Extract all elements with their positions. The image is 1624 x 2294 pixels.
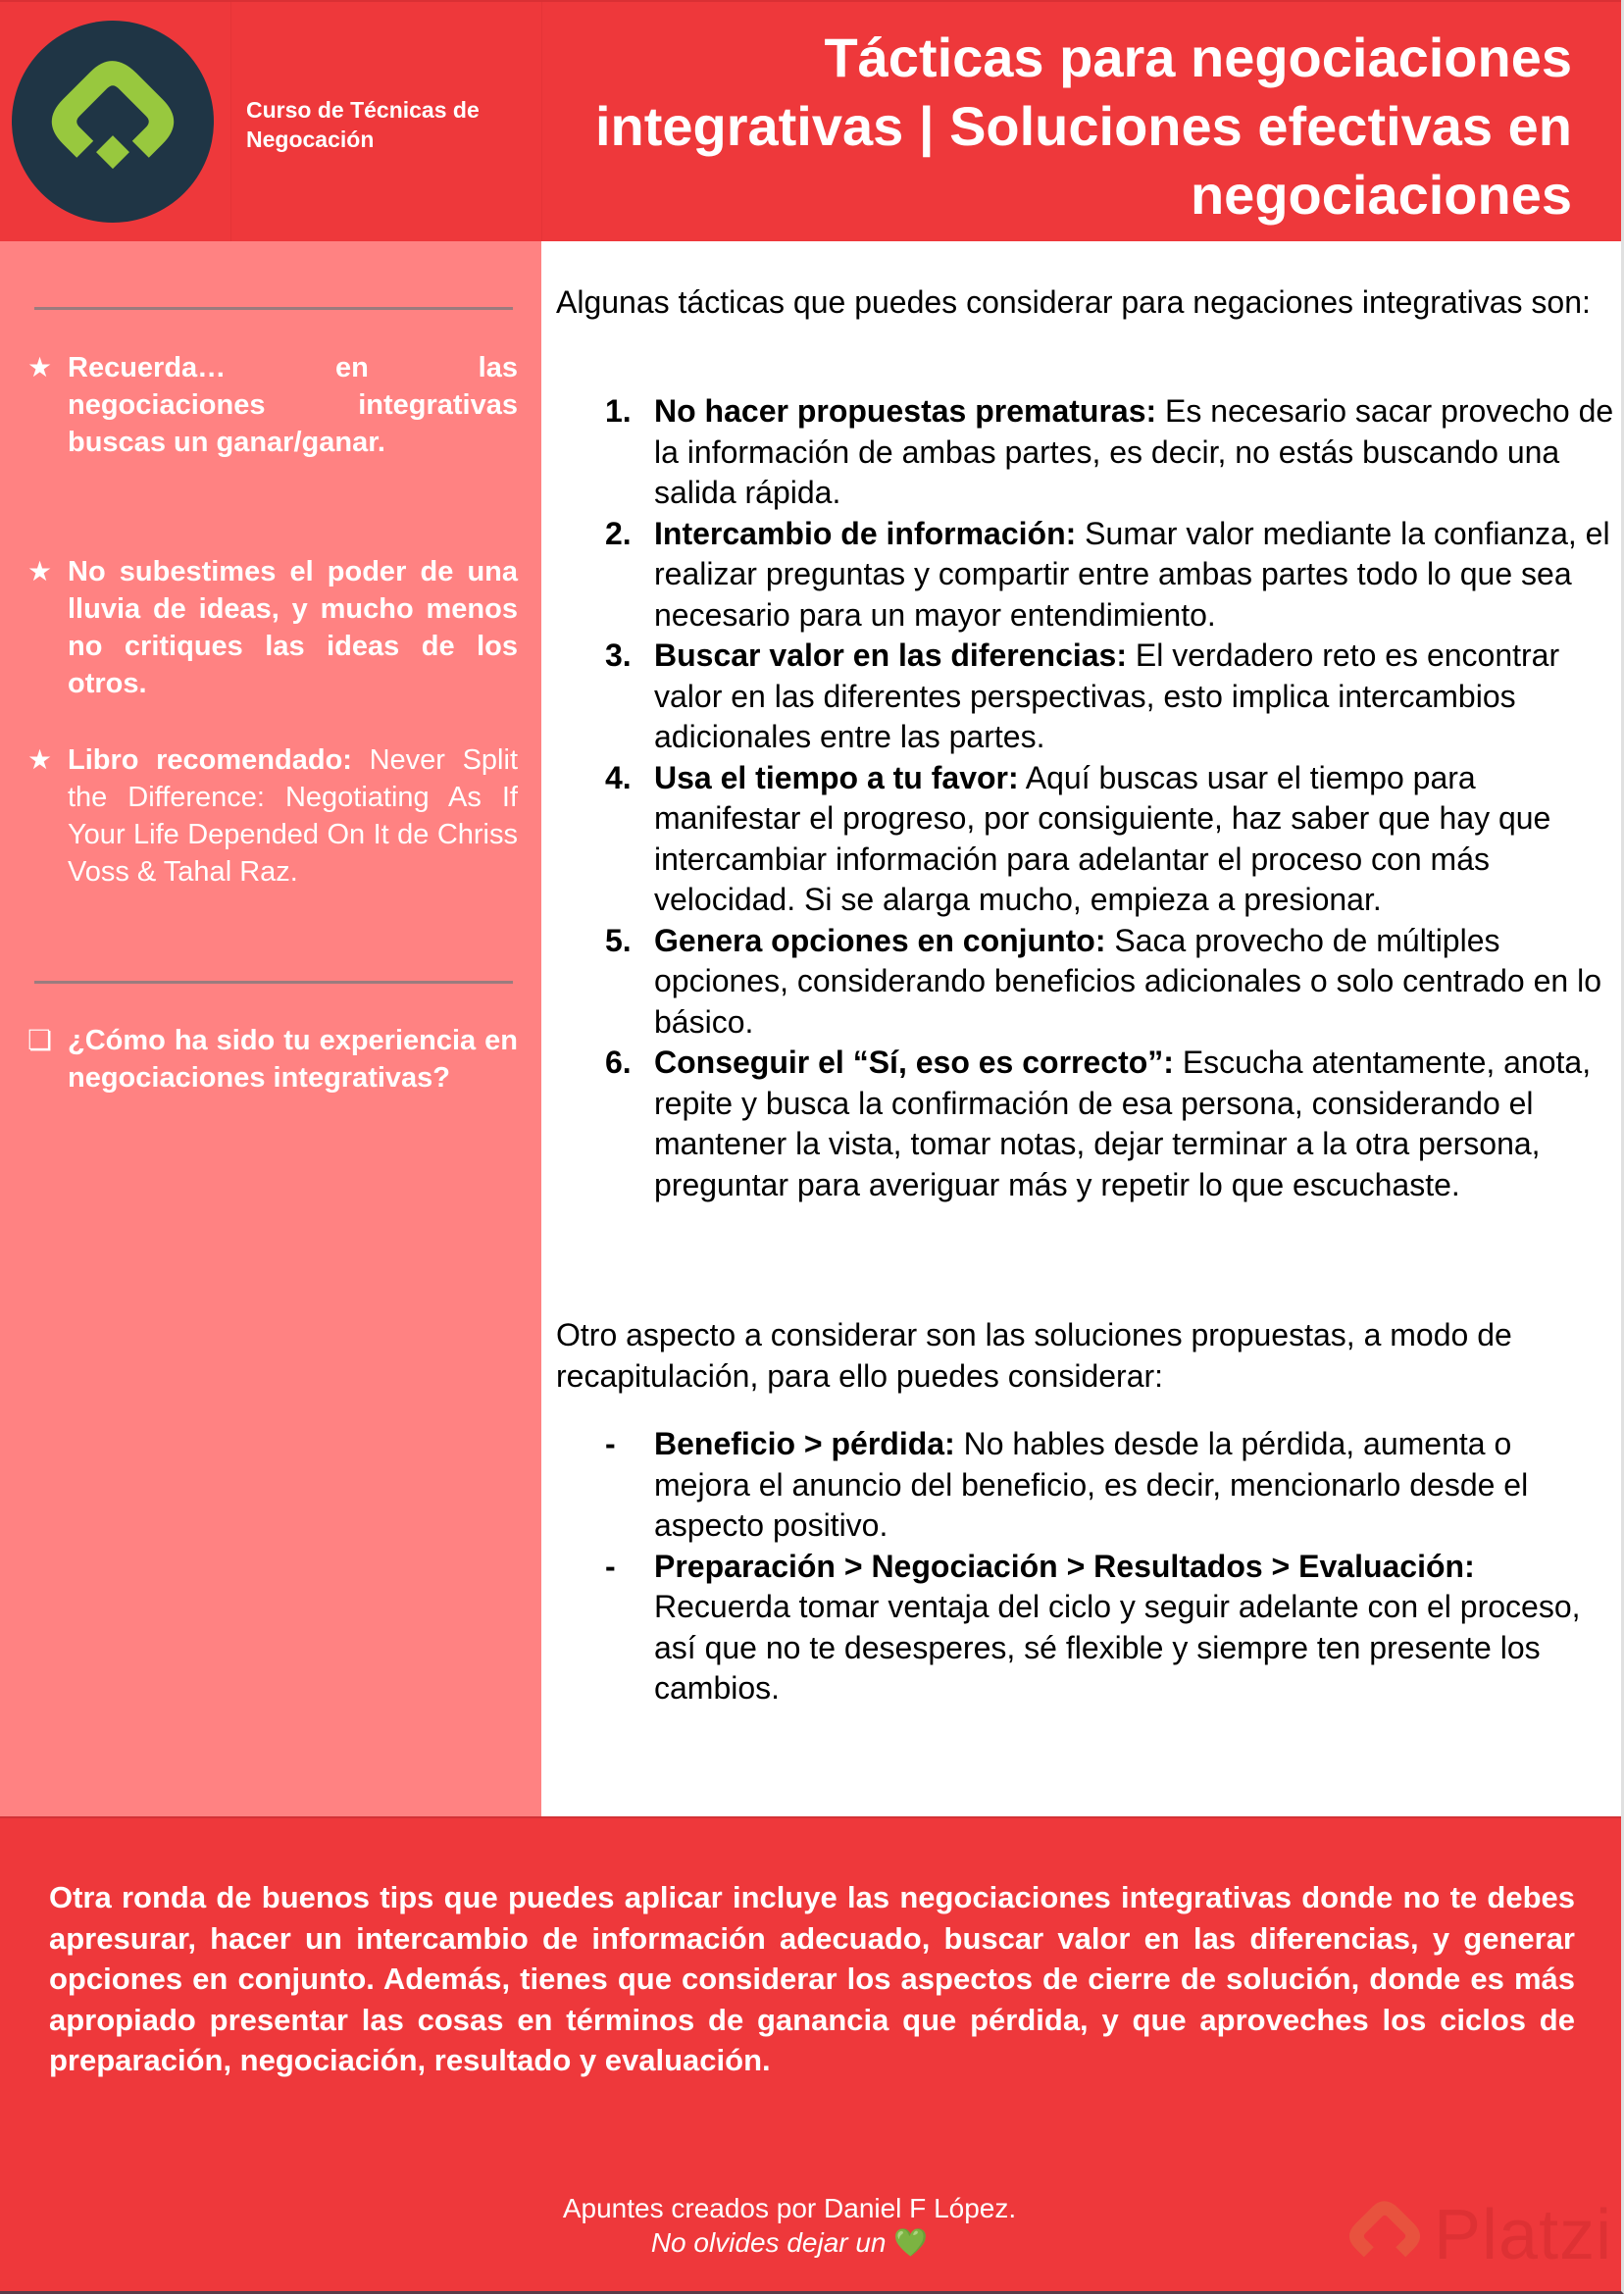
outro-paragraph: Otro aspecto a considerar son las soluciones propuestas, a modo de recapitulación, para ello puedes considerar: <box>556 1317 1512 1394</box>
list-number: 6. <box>605 1045 632 1080</box>
intro-paragraph: Algunas tácticas que puedes considerar para negaciones integrativas son: <box>556 284 1591 320</box>
tip-text: No subestimes el poder de una lluvia de ideas, y mucho menos no critiques las ideas de los otros. <box>68 556 518 699</box>
tactic-title: Intercambio de información: <box>654 515 1077 551</box>
tactic-text: Sumar valor mediante la confianza, el realizar preguntas y compartir entre ambas partes todo lo que sea necesario para un mayor entendimiento. <box>654 515 1610 633</box>
book-recommendation <box>27 741 518 891</box>
solution-item <box>556 1424 1615 1547</box>
sidebar-tips <box>0 241 541 1816</box>
header-banner <box>0 0 1621 241</box>
tactic-title: Genera opciones en conjunto: <box>654 922 1106 958</box>
green-heart-icon: 💚 <box>893 2227 929 2258</box>
separator-line <box>34 981 513 984</box>
tactic-item <box>556 391 1615 514</box>
author-credit: Apuntes creados por Daniel F López. <box>562 2193 1017 2223</box>
tactic-title: Conseguir el “Sí, eso es correcto”: <box>654 1045 1174 1080</box>
tip-text: Recuerda… en las negociaciones integrativas buscas un ganar/ganar. <box>68 352 518 458</box>
list-number: 3. <box>605 637 632 673</box>
dash-bullet-icon: - <box>605 1548 616 1584</box>
separator-line <box>34 307 513 310</box>
tactic-item <box>556 514 1615 637</box>
page-title: Tácticas para negociaciones integrativas | Soluciones efectivas en negociaciones <box>594 26 1572 226</box>
star-icon: ★ <box>27 744 53 775</box>
header-divider <box>230 2 231 243</box>
tactic-text: Saca provecho de múltiples opciones, considerando beneficios adicionales o solo centrado en lo básico. <box>654 922 1601 1040</box>
book-title: Never Split the Difference: Negotiating As If Your Life Depended On It de Chriss Voss & Tahal Raz. <box>68 744 519 888</box>
main-content <box>541 241 1621 1816</box>
solution-title: Beneficio > pérdida: <box>654 1426 955 1461</box>
tip-item <box>27 553 518 702</box>
tactics-list <box>556 391 1615 1205</box>
platzi-watermark <box>1336 2187 1620 2285</box>
tactic-text: El verdadero reto es encontrar valor en las diferentes perspectivas, esto implica intercambios adicionales entre las partes. <box>654 637 1560 754</box>
tactic-title: Usa el tiempo a tu favor: <box>654 759 1019 795</box>
tactic-item <box>556 921 1615 1044</box>
solutions-list <box>556 1424 1615 1709</box>
like-reminder: No olvides dejar un <box>650 2227 887 2258</box>
tactic-item <box>556 1043 1615 1205</box>
tactic-title: No hacer propuestas prematuras: <box>654 393 1157 429</box>
tactic-text: Aquí buscas usar el tiempo para manifestar el progreso, por consiguiente, haz saber que hay que intercambiar información para adelantar el proceso con más velocidad. Si se alarga mucho, empieza a presionar. <box>654 759 1551 917</box>
checkbox-icon: ❏ <box>27 1025 53 1055</box>
tactic-item <box>556 636 1615 758</box>
tactic-title: Buscar valor en las diferencias: <box>654 637 1127 673</box>
platzi-logo-icon <box>1336 2187 1434 2285</box>
tactic-item <box>556 758 1615 921</box>
list-number: 4. <box>605 759 632 795</box>
platzi-logo-icon <box>12 21 214 223</box>
solution-text: Recuerda tomar ventaja del ciclo y seguir adelante con el proceso, así que no te desesperes, sé flexible y siempre ten presente los cambios. <box>654 1589 1581 1706</box>
star-icon: ★ <box>27 352 53 382</box>
tip-item <box>27 349 518 461</box>
question-text: ¿Cómo ha sido tu experiencia en negociaciones integrativas? <box>68 1025 518 1094</box>
list-number: 5. <box>605 922 632 958</box>
star-icon: ★ <box>27 556 53 586</box>
solution-item <box>556 1547 1615 1709</box>
tactic-text: Escucha atentamente, anota, repite y busca la confirmación de esa persona, considerando el mantener la vista, tomar notas, dejar terminar a la otra persona, preguntar para averiguar más y repetir lo que escuchaste. <box>654 1045 1592 1202</box>
reflection-question <box>27 1022 518 1096</box>
watermark-text: Platzi <box>1434 2196 1613 2274</box>
footer-summary <box>0 1816 1621 2291</box>
book-label: Libro recomendado: <box>68 744 352 776</box>
summary-paragraph: Otra ronda de buenos tips que puedes aplicar incluye las negociaciones integrativas donde no te debes apresurar, hacer un intercambio de información adecuado, buscar valor en las diferencias, y generar opciones en conjunto. Además, tienes que considerar los aspectos de cierre de solución, donde es más apropiado presentar las cosas en términos de ganancia que pérdida, y que aproveches los ciclos de preparación, negociación, resultado y evaluación. <box>49 1880 1575 2077</box>
list-number: 2. <box>605 515 632 551</box>
solution-text: No hables desde la pérdida, aumenta o mejora el anuncio del beneficio, es decir, mencionarlo desde el aspecto positivo. <box>654 1426 1529 1543</box>
list-number: 1. <box>605 393 632 429</box>
credits <box>471 2191 1108 2260</box>
course-name: Curso de Técnicas de Negocación <box>246 97 480 152</box>
dash-bullet-icon: - <box>605 1426 616 1461</box>
solution-title: Preparación > Negociación > Resultados > Evaluación: <box>654 1548 1475 1584</box>
tactic-text: Es necesario sacar provecho de la información de ambas partes, es decir, no estás buscando una salida rápida. <box>654 393 1614 510</box>
